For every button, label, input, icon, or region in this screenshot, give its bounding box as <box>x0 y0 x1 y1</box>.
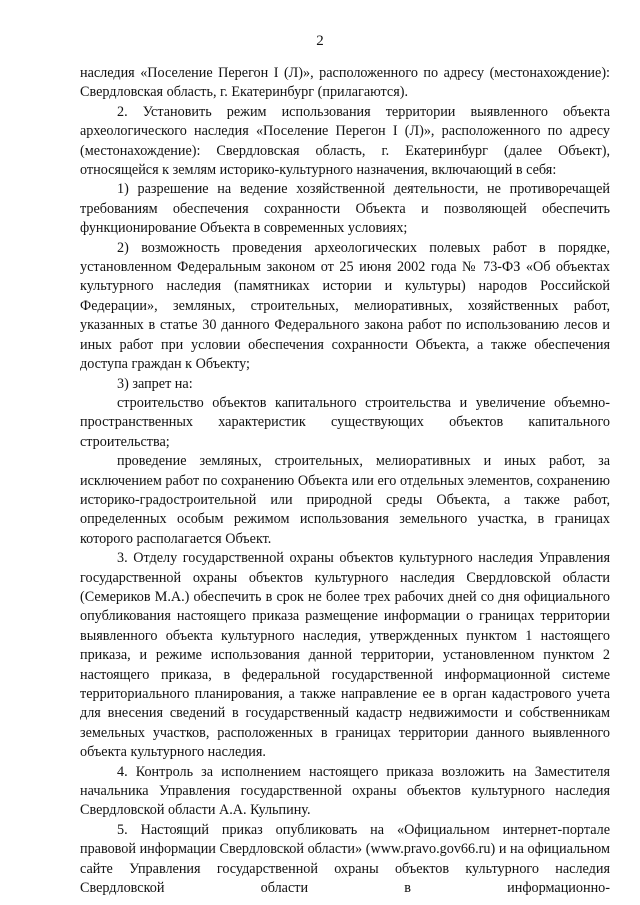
paragraph-continuation: наследия «Поселение Перегон I (Л)», расположенного по адресу (местонахождение): Свердловская область, г. Екатеринбург (прилагаются). <box>80 65 610 101</box>
paragraph-item-3: 3. Отделу государственной охраны объектов культурного наследия Управления государственной охраны объектов культурного наследия Свердловской области (Семериков М.А.) обеспечить в срок не более трех рабочих дней со дня официального опубликования настоящего приказа размещение информации о границах территории выявленного объекта культурного наследия, утвержденных пунктом 1 настоящего приказа, и режиме использования данной территории, установленном пунктом 2 настоящего приказа, в федеральной государственной информационной системе территориального планирования, а также направление ее в орган кадастрового учета для внесения сведений в государственный кадастр недвижимости и собственникам земельных участков, расположенных в границах территории данного выявленного объекта культурного наследия. <box>80 550 610 761</box>
paragraph-item-4: 4. Контроль за исполнением настоящего приказа возложить на Заместителя начальника Управления государственной охраны объектов культурного наследия Свердловской области А.А. Кульпину. <box>80 763 610 819</box>
paragraph-subitem-2: 2) возможность проведения археологических полевых работ в порядке, установленном Федеральным законом от 25 июня 2002 года № 73-ФЗ «Об объектах культурного наследия (памятниках истории и культуры) народов Российской Федерации», земляных, строительных, мелиоративных, хозяйственных работ, указанных в статье 30 данного Федерального закона работ по использованию лесов и иных работ при условии обеспечения сохранности Объекта, а также обеспечения доступа граждан к Объекту; <box>80 239 610 373</box>
paragraph-prohibition-works: проведение земляных, строительных, мелиоративных и иных работ, за исключением работ по сохранению Объекта или его отдельных элементов, сохранению историко-градостроительной или природной среды Объекта, а также работ, определенных особым режимом использования земельного участка, в границах которого располагается Объект. <box>80 453 610 547</box>
paragraph-item-2: 2. Установить режим использования территории выявленного объекта археологического наследия «Поселение Перегон I (Л)», расположенного по адресу (местонахождение): Свердловская область, г. Екатеринбург (далее Объект), относящейся к землям историко-культурного назначения, включающий в себя: <box>80 103 610 179</box>
page-number: 2 <box>316 33 324 49</box>
paragraph-subitem-3: 3) запрет на: <box>117 375 193 392</box>
paragraph-item-5: 5. Настоящий приказ опубликовать на «Официальном интернет-портале правовой информации Свердловской области» (www.pravo.gov66.ru) и на официальном сайте Управления государственной охраны объектов культурного наследия Свердловской области в информационно- <box>80 821 610 897</box>
paragraph-prohibition-construction: строительство объектов капитального строительства и увеличение объемно-пространственных характеристик существующих объектов капитального строительства; <box>80 394 610 450</box>
paragraph-subitem-1: 1) разрешение на ведение хозяйственной деятельности, не противоречащей требованиям обеспечения сохранности Объекта и позволяющей обеспечить функционирование Объекта в современных условиях; <box>80 181 610 237</box>
document-body <box>80 64 610 898</box>
